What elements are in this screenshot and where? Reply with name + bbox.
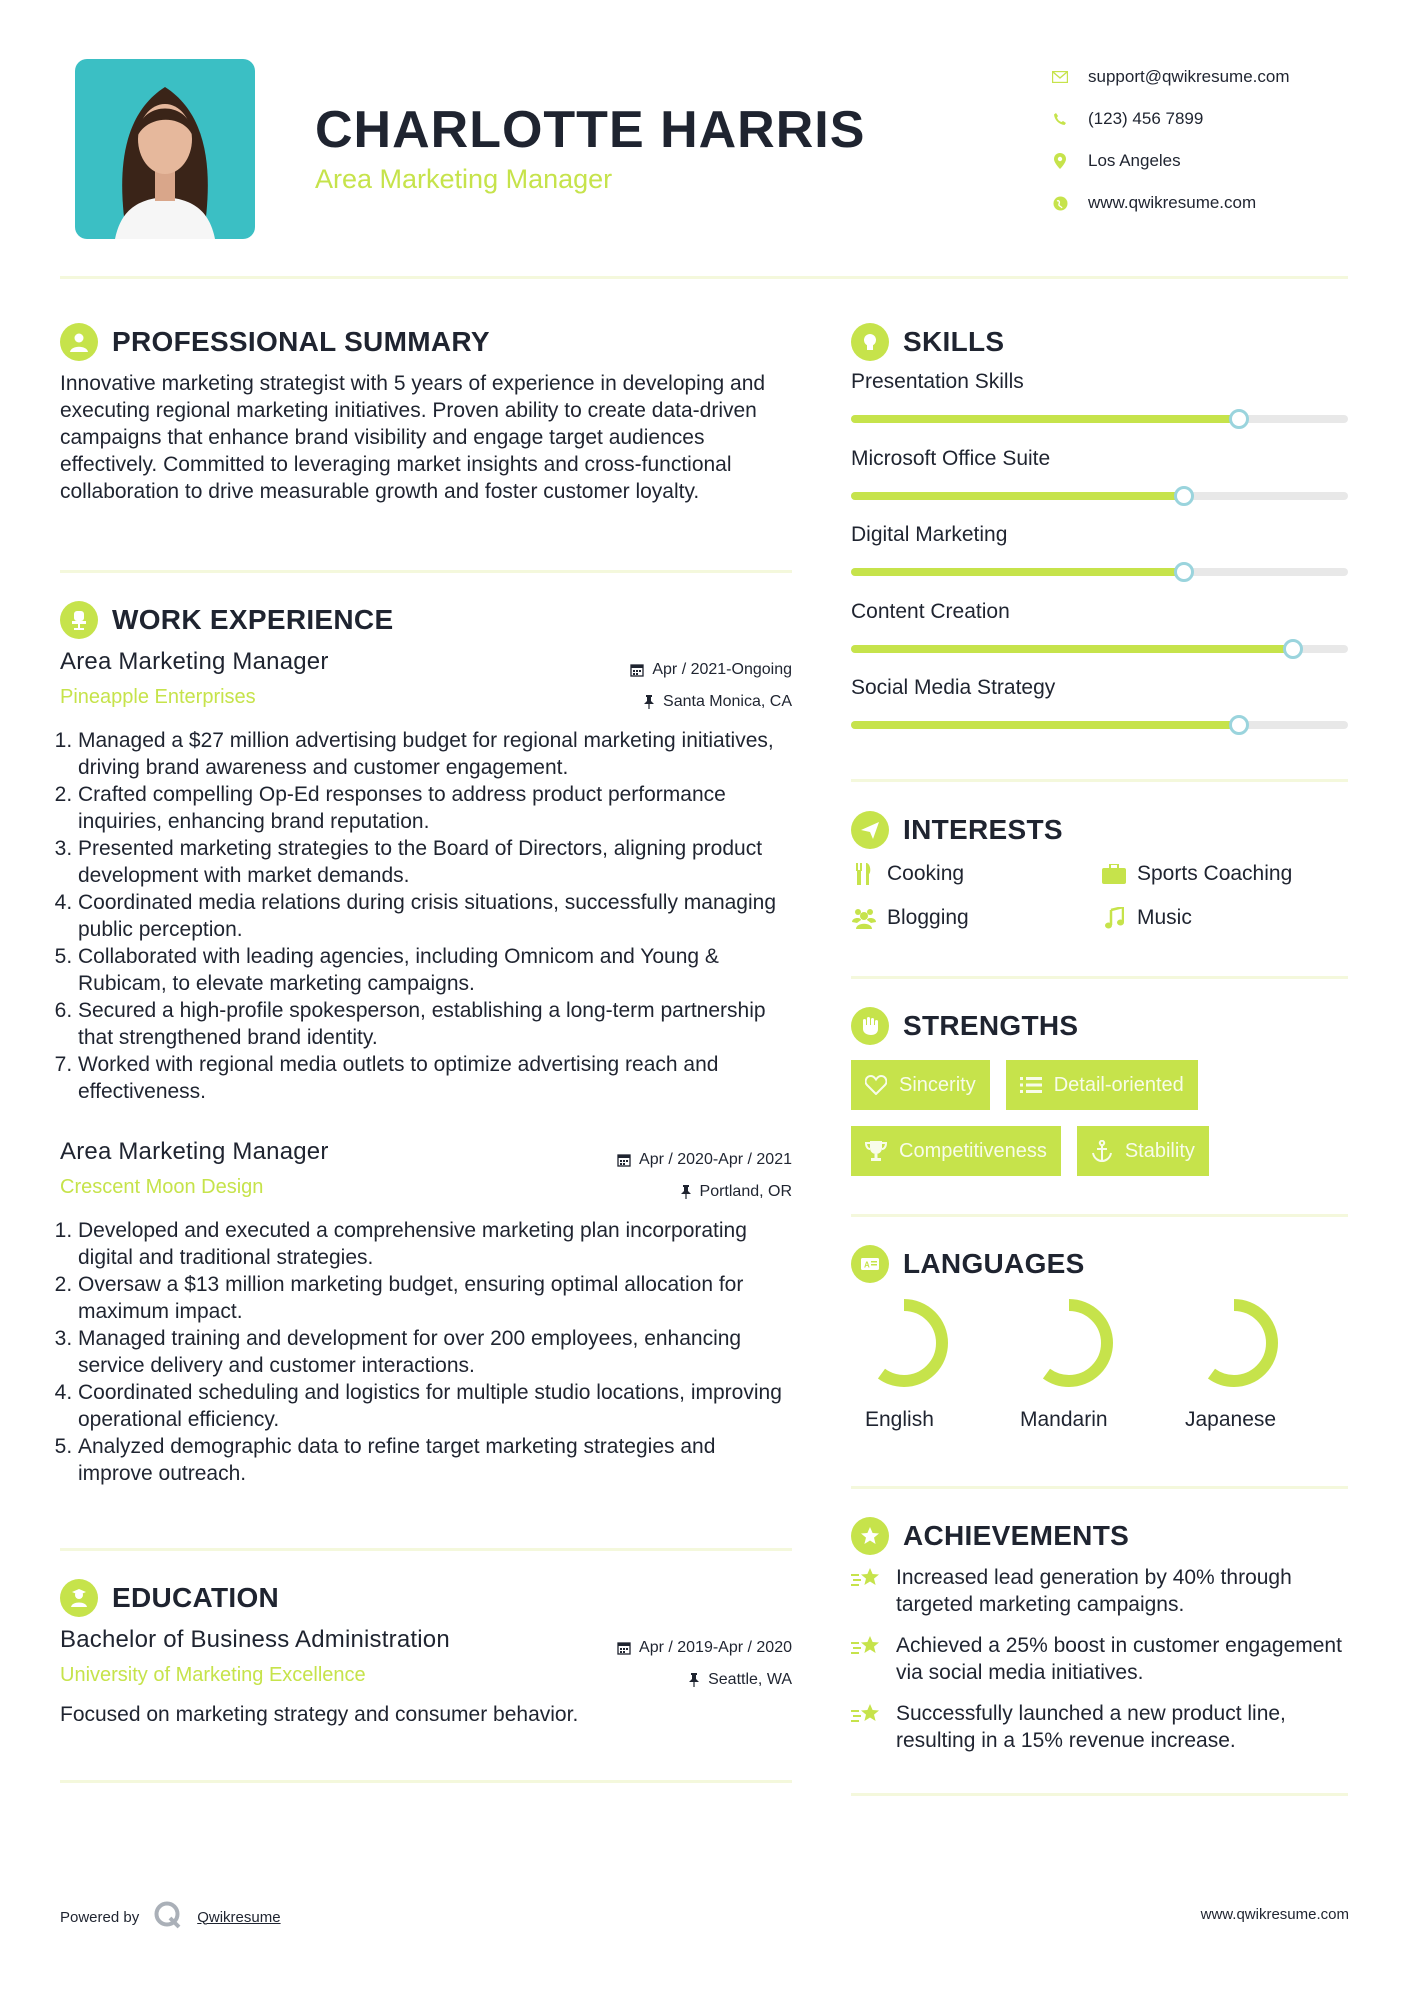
experience-title: WORK EXPERIENCE: [112, 604, 394, 635]
contact-phone-text: (123) 456 7899: [1088, 109, 1204, 128]
chair-icon: [60, 601, 98, 639]
skill-bar: [851, 415, 1348, 423]
job-bullets: [60, 727, 792, 1105]
job-location-text: Portland, OR: [699, 1183, 792, 1200]
skill-bar: [851, 568, 1348, 576]
contact-website-text: www.qwikresume.com: [1088, 193, 1257, 212]
interest-item: [1101, 858, 1348, 890]
shooting-star-icon: [851, 1632, 885, 1665]
job-entry: [60, 648, 792, 1105]
summary-title: PROFESSIONAL SUMMARY: [112, 326, 490, 357]
profile-photo: [75, 59, 255, 239]
shooting-star-icon: [851, 1700, 885, 1733]
skill-label: Digital Marketing: [851, 523, 1008, 546]
job-location: [617, 1176, 792, 1208]
languages-divider: [851, 1486, 1348, 1489]
contact-location-text: Los Angeles: [1088, 151, 1181, 170]
anchor-icon: [1091, 1140, 1113, 1162]
qwikresume-link[interactable]: Qwikresume: [197, 1908, 281, 1926]
list-icon: [1020, 1076, 1042, 1094]
strength-label: Competitiveness: [899, 1139, 1047, 1162]
contact-email-text: support@qwikresume.com: [1088, 67, 1290, 86]
users-icon: [851, 905, 877, 931]
candidate-title: Area Marketing Manager: [315, 164, 613, 194]
achievements-list: [851, 1564, 1348, 1768]
pushpin-icon: [688, 1673, 700, 1687]
music-icon: [1101, 905, 1127, 931]
strength-chip: [1006, 1060, 1198, 1110]
language-item: [1181, 1298, 1346, 1432]
interests-title: INTERESTS: [903, 814, 1063, 845]
job-title: Area Marketing Manager: [60, 648, 329, 675]
job-company: Pineapple Enterprises: [60, 686, 256, 708]
skills-list: [851, 370, 1348, 753]
skill-item: [851, 523, 1348, 600]
job-bullet: 1. Developed and executed a comprehensive marketing plan incorporating digital and traditional strategies.: [78, 1217, 792, 1271]
job-dates-text: Apr / 2021-Ongoing: [652, 661, 792, 678]
summary-text: Innovative marketing strategist with 5 years of experience in developing and executing regional marketing initiatives. Proven ability to create data-driven campaigns that enhance brand visibility and engage target audiences effectively. Committed to leveraging market insights and cross-functional collaboration to drive measurable growth and foster customer loyalty.: [60, 372, 766, 503]
strength-label: Sincerity: [899, 1073, 976, 1096]
skill-fill: [851, 492, 1184, 500]
powered-by-text: Powered by: [60, 1908, 140, 1926]
language-ring: [859, 1298, 949, 1388]
strength-chip: [1077, 1126, 1209, 1176]
education-divider: [60, 1780, 792, 1783]
language-label: Japanese: [1185, 1408, 1277, 1431]
skill-knob: [1229, 409, 1249, 429]
education-dates-text: Apr / 2019-Apr / 2020: [639, 1639, 792, 1656]
job-bullet: 5. Analyzed demographic data to refine target marketing strategies and improve outreach.: [78, 1433, 792, 1487]
experience-divider: [60, 1548, 792, 1551]
footer-powered-by: [60, 1900, 281, 1934]
strength-label: Stability: [1124, 1139, 1195, 1162]
languages-list: [851, 1298, 1348, 1432]
interests-list: [851, 858, 1348, 934]
job-bullet: 5. Collaborated with leading agencies, including Omnicom and Young & Rubicam, to elevate marketing campaigns.: [78, 943, 792, 997]
job-bullet: 2. Crafted compelling Op-Ed responses to address product performance inquiries, enhancing brand reputation.: [78, 781, 792, 835]
skill-label: Presentation Skills: [851, 370, 1024, 393]
skill-item: [851, 370, 1348, 447]
job-bullet: 6. Secured a high-profile spokesperson, establishing a long-term partnership that strengthened brand identity.: [78, 997, 792, 1051]
interest-label: Sports Coaching: [1137, 862, 1293, 885]
candidate-name: CHARLOTTE HARRIS: [315, 101, 866, 159]
language-label: Mandarin: [1020, 1408, 1108, 1431]
strengths-divider: [851, 1214, 1348, 1217]
summary-divider: [60, 570, 792, 573]
footer-url[interactable]: www.qwikresume.com: [1200, 1906, 1349, 1923]
skill-bar: [851, 645, 1348, 653]
school-name: University of Marketing Excellence: [60, 1664, 366, 1686]
graduation-icon: [60, 1579, 98, 1617]
interest-label: Blogging: [887, 906, 969, 929]
job-meta: [630, 654, 792, 718]
achievement-item: [851, 1632, 1348, 1686]
interest-item: [851, 902, 1101, 934]
job-bullet: 3. Presented marketing strategies to the Board of Directors, aligning product development with market demands.: [78, 835, 792, 889]
skill-fill: [851, 568, 1184, 576]
achievements-divider: [851, 1793, 1348, 1796]
interest-label: Music: [1137, 906, 1192, 929]
job-entry: [60, 1138, 792, 1487]
skill-knob: [1174, 562, 1194, 582]
contact-website[interactable]: [1050, 182, 1290, 224]
heart-icon: [865, 1075, 887, 1095]
strengths-row: [851, 1126, 1348, 1176]
education-entry: [60, 1626, 792, 1727]
skill-knob: [1283, 639, 1303, 659]
education-location-text: Seattle, WA: [708, 1671, 792, 1688]
phone-icon: [1050, 109, 1070, 129]
languages-title: LANGUAGES: [903, 1248, 1085, 1279]
job-location: [630, 686, 792, 718]
contact-email[interactable]: [1050, 56, 1290, 98]
job-bullet: 7. Worked with regional media outlets to optimize advertising reach and effectiveness.: [78, 1051, 792, 1105]
skill-label: Content Creation: [851, 599, 1010, 623]
skill-fill: [851, 645, 1293, 653]
pushpin-icon: [680, 1185, 692, 1199]
svg-text:A: A: [864, 1260, 870, 1270]
interests-divider: [851, 976, 1348, 979]
achievements-title: ACHIEVEMENTS: [903, 1520, 1130, 1551]
strength-chip: [851, 1060, 990, 1110]
contact-list: [1050, 56, 1290, 224]
strength-chip: [851, 1126, 1061, 1176]
briefcase-icon: [1101, 861, 1127, 887]
skill-bar: [851, 721, 1348, 729]
job-meta: [617, 1144, 792, 1208]
language-icon: [851, 1245, 889, 1283]
language-label: English: [865, 1408, 934, 1431]
contact-phone[interactable]: [1050, 98, 1290, 140]
job-bullet: 4. Coordinated scheduling and logistics for multiple studio locations, improving operational efficiency.: [78, 1379, 792, 1433]
skill-fill: [851, 415, 1239, 423]
job-bullet: 4. Coordinated media relations during crisis situations, successfully managing public perception.: [78, 889, 792, 943]
skill-fill: [851, 721, 1239, 729]
job-bullet: 2. Oversaw a $13 million marketing budget, ensuring optimal allocation for maximum impact.: [78, 1271, 792, 1325]
language-ring: [1189, 1298, 1279, 1388]
degree-title: Bachelor of Business Administration: [60, 1626, 450, 1653]
achievement-text: Achieved a 25% boost in customer engagement via social media initiatives.: [896, 1634, 1342, 1684]
skills-heading: [851, 323, 1004, 361]
achievement-item: [851, 1700, 1348, 1754]
job-bullets: [60, 1217, 792, 1487]
calendar-icon: [617, 1641, 631, 1655]
education-dates: [617, 1632, 792, 1664]
job-location-text: Santa Monica, CA: [663, 693, 792, 710]
education-description: Focused on marketing strategy and consumer behavior.: [60, 1703, 579, 1726]
job-dates-text: Apr / 2020-Apr / 2021: [639, 1151, 792, 1168]
envelope-icon: [1050, 67, 1070, 87]
experience-heading: [60, 601, 393, 639]
globe-icon: [1050, 193, 1070, 213]
achievement-text: Successfully launched a new product line, resulting in a 15% revenue increase.: [896, 1702, 1286, 1752]
achievement-text: Increased lead generation by 40% through targeted marketing campaigns.: [896, 1566, 1292, 1616]
skill-item: [851, 600, 1348, 677]
trophy-icon: [865, 1140, 887, 1162]
header-divider: [60, 276, 1348, 279]
interests-heading: [851, 811, 1063, 849]
languages-heading: [851, 1245, 1085, 1283]
job-dates: [630, 654, 792, 686]
skill-label: Microsoft Office Suite: [851, 446, 1051, 470]
job-title: Area Marketing Manager: [60, 1138, 329, 1165]
interest-label: Cooking: [887, 862, 965, 885]
utensils-icon: [851, 861, 877, 887]
summary-heading: [60, 323, 490, 361]
job-company: Crescent Moon Design: [60, 1176, 264, 1198]
language-item: [851, 1298, 1016, 1432]
skill-label: Social Media Strategy: [851, 676, 1056, 699]
pushpin-icon: [643, 695, 655, 709]
qwikresume-logo-icon: [153, 1900, 183, 1934]
paper-plane-icon: [851, 811, 889, 849]
shooting-star-icon: [851, 1564, 885, 1597]
skill-item: [851, 676, 1348, 753]
strengths-row: [851, 1060, 1348, 1110]
skill-knob: [1174, 486, 1194, 506]
job-dates: [617, 1144, 792, 1176]
fist-icon: [851, 1007, 889, 1045]
achievements-heading: [851, 1517, 1129, 1555]
education-title: EDUCATION: [112, 1582, 280, 1613]
strengths-list: [851, 1060, 1348, 1192]
job-bullet: 3. Managed training and development for over 200 employees, enhancing service delivery and customer interactions.: [78, 1325, 792, 1379]
achievement-item: [851, 1564, 1348, 1618]
education-location: [617, 1664, 792, 1696]
education-heading: [60, 1579, 279, 1617]
strengths-title: STRENGTHS: [903, 1010, 1079, 1041]
calendar-icon: [630, 663, 644, 677]
skill-bar: [851, 492, 1348, 500]
education-meta: [617, 1632, 792, 1696]
contact-location: [1050, 140, 1290, 182]
skills-title: SKILLS: [903, 326, 1005, 357]
language-item: [1016, 1298, 1181, 1432]
skill-item: [851, 447, 1348, 524]
interest-item: [851, 858, 1101, 890]
map-pin-icon: [1050, 151, 1070, 171]
calendar-icon: [617, 1153, 631, 1167]
skills-divider: [851, 779, 1348, 782]
lightbulb-icon: [851, 323, 889, 361]
user-icon: [60, 323, 98, 361]
language-ring: [1024, 1298, 1114, 1388]
interest-item: [1101, 902, 1348, 934]
strength-label: Detail-oriented: [1053, 1073, 1184, 1096]
skill-knob: [1229, 715, 1249, 735]
job-bullet: 1. Managed a $27 million advertising budget for regional marketing initiatives, driving brand awareness and customer engagement.: [78, 727, 792, 781]
star-badge-icon: [851, 1517, 889, 1555]
strengths-heading: [851, 1007, 1078, 1045]
